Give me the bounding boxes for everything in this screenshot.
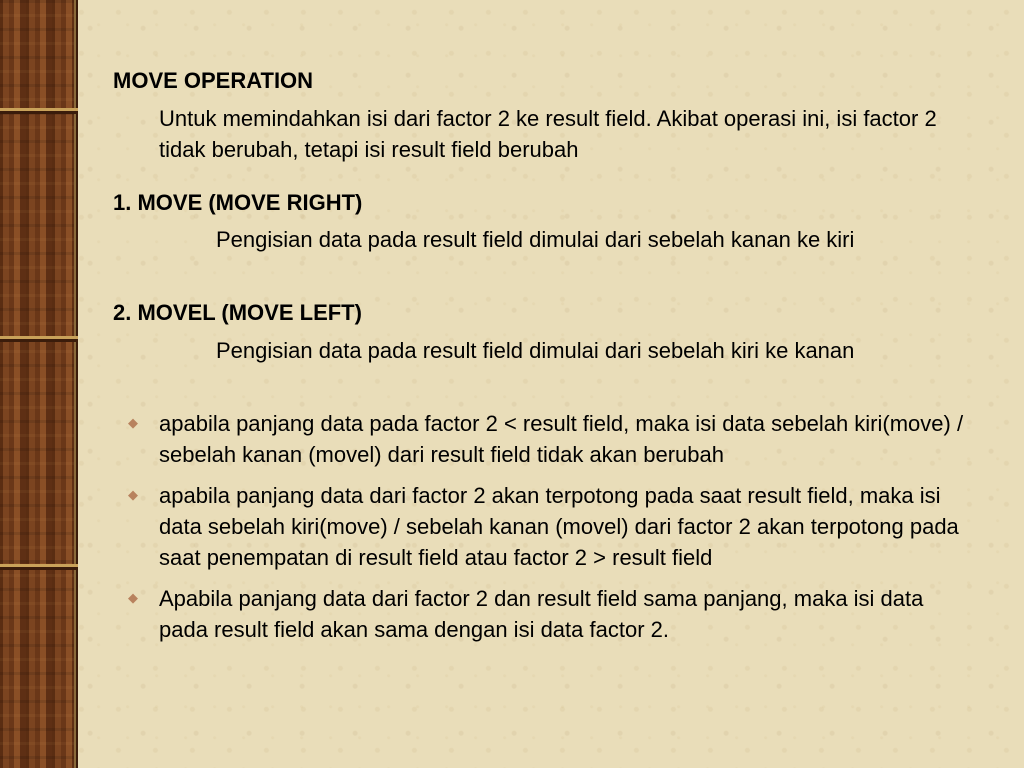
move-right-description: Pengisian data pada result field dimulai dari sebelah kanan ke kiri xyxy=(216,227,855,252)
bullet-text: apabila panjang data dari factor 2 akan terpotong pada saat result field, maka isi data sebelah kiri(move) / sebelah kanan (movel) dari factor 2 akan terpotong pada saat penempatan di result field atau factor 2 > result field xyxy=(159,483,959,570)
wood-border-decoration xyxy=(0,0,78,768)
bullet-text: Apabila panjang data dari factor 2 dan result field sama panjang, maka isi data pada result field akan sama dengan isi data factor 2. xyxy=(159,586,924,642)
rules-bullet-list xyxy=(126,408,976,655)
list-item xyxy=(126,583,976,645)
slide-title: MOVE OPERATION xyxy=(113,68,314,93)
intro-paragraph: Untuk memindahkan isi dari factor 2 ke result field. Akibat operasi ini, isi factor 2 tidak berubah, tetapi isi result field berubah xyxy=(159,106,937,162)
diamond-bullet-icon: ◆ xyxy=(128,415,138,430)
move-left-description: Pengisian data pada result field dimulai dari sebelah kiri ke kanan xyxy=(216,338,855,363)
move-right-heading: 1. MOVE (MOVE RIGHT) xyxy=(113,190,363,215)
diamond-bullet-icon: ◆ xyxy=(128,590,138,605)
move-left-heading: 2. MOVEL (MOVE LEFT) xyxy=(113,300,362,325)
list-item xyxy=(126,408,976,470)
slide-content xyxy=(78,0,1024,768)
list-item xyxy=(126,480,976,573)
bullet-text: apabila panjang data pada factor 2 < result field, maka isi data sebelah kiri(move) / sebelah kanan (movel) dari result field tidak akan berubah xyxy=(159,411,964,467)
diamond-bullet-icon: ◆ xyxy=(128,487,138,502)
